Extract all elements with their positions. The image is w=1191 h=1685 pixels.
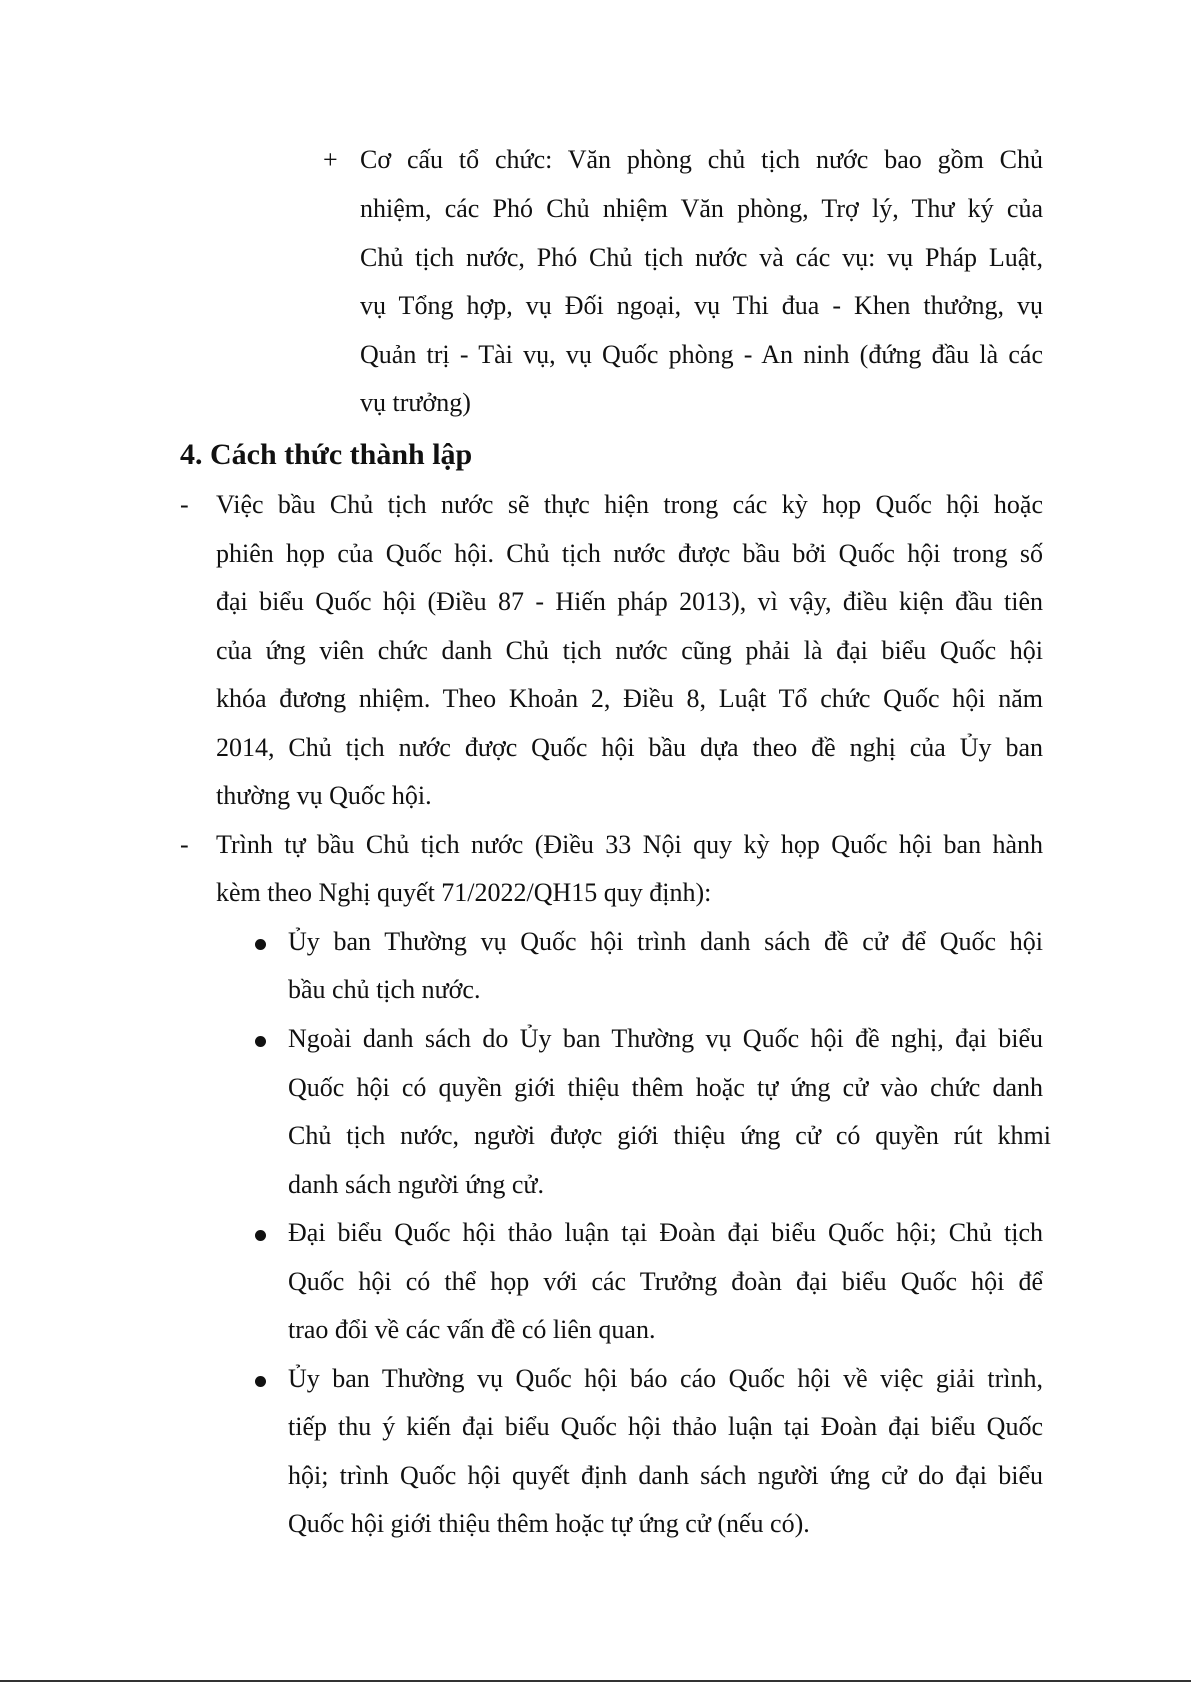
text-line: Đại biểu Quốc hội thảo luận tại Đoàn đại biểu Quốc hội; Chủ tịch (288, 1218, 1043, 1247)
text-line: Ủy ban Thường vụ Quốc hội báo cáo Quốc hội về việc giải trình, (288, 1364, 1043, 1393)
text-line: đại biểu Quốc hội (Điều 87 - Hiến pháp 2013), vì vậy, điều kiện đầu tiên (216, 587, 1043, 616)
text-line: Cơ cấu tổ chức: Văn phòng chủ tịch nước bao gồm Chủ (360, 145, 1043, 174)
text-line: bầu chủ tịch nước. (288, 975, 481, 1004)
text-line: Quản trị - Tài vụ, vụ Quốc phòng - An ninh (đứng đầu là các (360, 340, 1043, 369)
text-line: Chủ tịch nước, Phó Chủ tịch nước và các vụ: vụ Pháp Luật, (360, 243, 1043, 272)
section-heading: 4. Cách thức thành lập (180, 438, 473, 471)
text-line: thường vụ Quốc hội. (216, 781, 432, 810)
page-bottom-rule (0, 1680, 1191, 1682)
text-line: nhiệm, các Phó Chủ nhiệm Văn phòng, Trợ lý, Thư ký của (360, 194, 1043, 223)
text-line: Quốc hội giới thiệu thêm hoặc tự ứng cử (nếu có). (288, 1509, 810, 1538)
text-line: trao đổi về các vấn đề có liên quan. (288, 1315, 656, 1344)
text-line: Ngoài danh sách do Ủy ban Thường vụ Quốc hội đề nghị, đại biểu (288, 1024, 1043, 1053)
bullet-dot-icon (255, 1230, 266, 1241)
text-line: hội; trình Quốc hội quyết định danh sách người ứng cử do đại biểu (288, 1461, 1043, 1490)
text-line: khóa đương nhiệm. Theo Khoản 2, Điều 8, Luật Tổ chức Quốc hội năm (216, 684, 1043, 713)
text-line: tiếp thu ý kiến đại biểu Quốc hội thảo luận tại Đoàn đại biểu Quốc (288, 1412, 1043, 1441)
bullet-dot-icon (255, 939, 266, 950)
text-line: phiên họp của Quốc hội. Chủ tịch nước được bầu bởi Quốc hội trong số (216, 539, 1043, 568)
text-line: vụ Tổng hợp, vụ Đối ngoại, vụ Thi đua - Khen thưởng, vụ (360, 291, 1043, 320)
dash-marker: - (180, 490, 189, 519)
text-line: Quốc hội có quyền giới thiệu thêm hoặc tự ứng cử vào chức danh (288, 1073, 1043, 1102)
text-line: của ứng viên chức danh Chủ tịch nước cũng phải là đại biểu Quốc hội (216, 636, 1043, 665)
bullet-dot-icon (255, 1036, 266, 1047)
plus-marker: + (323, 145, 338, 174)
bullet-dot-icon (255, 1376, 266, 1387)
text-line: Việc bầu Chủ tịch nước sẽ thực hiện trong các kỳ họp Quốc hội hoặc (216, 490, 1043, 519)
text-line: danh sách người ứng cử. (288, 1170, 545, 1199)
text-line: vụ trưởng) (360, 388, 471, 417)
text-line: Ủy ban Thường vụ Quốc hội trình danh sách đề cử để Quốc hội (288, 927, 1043, 956)
text-line: Quốc hội có thể họp với các Trưởng đoàn đại biểu Quốc hội để (288, 1267, 1043, 1296)
text-line: kèm theo Nghị quyết 71/2022/QH15 quy định): (216, 878, 712, 907)
text-line: Chủ tịch nước, người được giới thiệu ứng cử có quyền rút khmi (288, 1121, 1051, 1150)
dash-marker: - (180, 830, 189, 859)
text-line: Trình tự bầu Chủ tịch nước (Điều 33 Nội quy kỳ họp Quốc hội ban hành (216, 830, 1043, 859)
text-line: 2014, Chủ tịch nước được Quốc hội bầu dựa theo đề nghị của Ủy ban (216, 733, 1043, 762)
